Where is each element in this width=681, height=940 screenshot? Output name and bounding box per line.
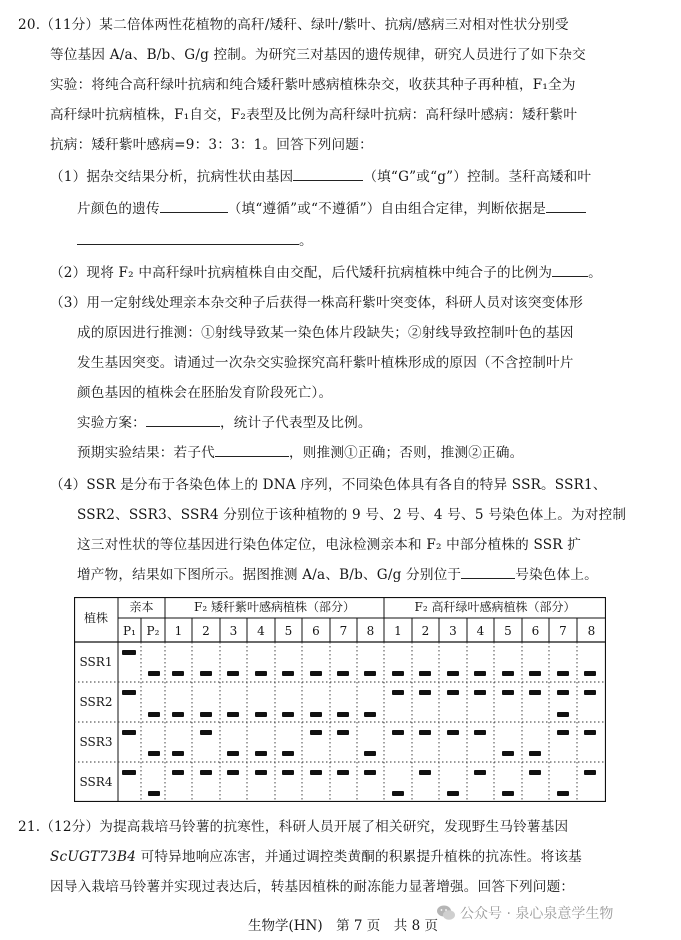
q20-part3-line-1: （3）用一定射线处理亲本杂交种子后获得一株高秆紫叶突变体，科研人员对该突变体形 — [50, 295, 584, 311]
lane-number: 5 — [504, 624, 512, 638]
lane-number: 6 — [531, 624, 540, 638]
gel-band — [227, 671, 239, 676]
gel-band — [447, 730, 459, 735]
gel-band — [474, 770, 486, 775]
gel-band — [255, 712, 267, 717]
gel-band — [148, 671, 160, 676]
gel-band — [584, 671, 596, 676]
q20-part2-text-a: （2）现将 F₂ 中高秆绿叶抗病植株自由交配，后代矮秆抗病植株中纯合子的比例为 — [50, 265, 553, 281]
gel-band — [310, 671, 322, 676]
q20-part1-text-a: （1）据杂交结果分析，抗病性状由基因 — [50, 169, 294, 185]
gel-band — [502, 671, 514, 676]
lane-number: 4 — [476, 624, 485, 638]
q20-part4-line-1: （4）SSR 是分布于各染色体上的 DNA 序列，不同染色体具有各自的特异 SSR。SSR1、 — [50, 477, 607, 493]
gel-band — [557, 690, 569, 695]
answer-blank[interactable] — [546, 200, 586, 213]
gel-band — [172, 671, 184, 676]
gel-band — [122, 690, 136, 695]
gel-band — [502, 690, 514, 695]
parent-p2-label: P₂ — [146, 624, 160, 638]
lane-number: 7 — [559, 624, 567, 638]
answer-blank[interactable] — [552, 264, 588, 277]
lane-number: 2 — [202, 624, 210, 638]
gel-band — [364, 751, 376, 756]
gel-band — [337, 770, 349, 775]
gel-band — [474, 690, 486, 695]
gel-band — [122, 650, 136, 655]
lane-number: 1 — [174, 624, 183, 638]
gel-band — [148, 712, 160, 717]
gene-name: ScUGT73B4 — [50, 849, 137, 865]
gel-band — [529, 690, 541, 695]
gel-band — [227, 751, 239, 756]
gel-band — [200, 770, 212, 775]
gel-band — [557, 712, 569, 717]
ssr-electrophoresis-table — [74, 597, 606, 802]
q20-part4-line-3: 这三对性状的等位基因进行染色体定位，电泳检测亲本和 F₂ 中部分植株的 SSR 扩 — [77, 537, 581, 553]
q20-part4-text-d: 增产物，结果如下图所示。据图推测 A/a、B/b、G/g 分别位于 — [77, 567, 462, 583]
q20-line-1: 20.（11分）某二倍体两性花植物的高秆/矮秆、绿叶/紫叶、抗病/感病三对相对性状分别受 — [18, 17, 569, 33]
q20-part1-text-e: 。 — [299, 233, 313, 249]
gel-band — [337, 671, 349, 676]
gel-band — [529, 770, 541, 775]
lane-number: 1 — [394, 624, 402, 638]
lane-number: 6 — [312, 624, 320, 638]
q21-line-2 — [50, 848, 582, 866]
answer-blank[interactable] — [160, 200, 228, 213]
gel-band — [584, 730, 596, 735]
gel-band — [255, 751, 267, 756]
gel-band — [172, 770, 184, 775]
gel-band — [200, 671, 212, 676]
gel-band — [392, 730, 404, 735]
answer-blank[interactable] — [461, 566, 515, 579]
lane-number: 8 — [587, 624, 596, 638]
gel-band — [447, 690, 459, 695]
gel-band — [364, 671, 376, 676]
gel-band — [172, 751, 184, 756]
lane-number: 3 — [229, 624, 238, 638]
lane-number: 7 — [339, 624, 348, 638]
gel-band — [337, 712, 349, 717]
gel-band — [227, 770, 239, 775]
q20-part4-line-2: SSR2、SSR3、SSR4 分别位于该种植物的 9 号、2 号、4 号、5 号染色体上。为对控制 — [77, 507, 627, 523]
gel-band — [419, 770, 431, 775]
q20-part3-line-5 — [77, 414, 372, 432]
row-label-ssr2: SSR2 — [79, 695, 113, 709]
q20-part3-text-e1: 实验方案： — [77, 415, 146, 431]
gel-band — [337, 730, 349, 735]
gel-band — [282, 751, 294, 756]
lane-number: 5 — [284, 624, 293, 638]
q20-part4-text-e: 号染色体上。 — [515, 567, 598, 583]
gel-band — [364, 770, 376, 775]
f2-tall-green-header: F₂ 高秆绿叶感病植株（部分） — [414, 600, 576, 614]
gel-band — [584, 690, 596, 695]
gel-band — [529, 671, 541, 676]
answer-blank[interactable] — [215, 444, 289, 457]
table-corner-label: 植株 — [83, 611, 108, 625]
gel-band — [447, 671, 459, 676]
q20-part1-line-3 — [77, 232, 313, 250]
gel-band — [557, 791, 569, 796]
q21-line-1: 21.（12分）为提高栽培马铃薯的抗寒性，科研人员开展了相关研究，发现野生马铃薯基因 — [18, 819, 569, 835]
q20-part4-line-4 — [77, 566, 598, 584]
q20-part1-text-d: （填“遵循”或“不遵循”）自由组合定律，判断依据是 — [227, 201, 547, 217]
gel-band — [255, 671, 267, 676]
gel-band — [310, 730, 322, 735]
q20-part3-line-3: 发生基因突变。请通过一次杂交实验探究高秆紫叶植株形成的原因（不含控制叶片 — [77, 355, 574, 371]
gel-band — [419, 730, 431, 735]
gel-band — [557, 730, 569, 735]
row-label-ssr4: SSR4 — [79, 775, 113, 789]
gel-band — [502, 791, 514, 796]
q20-part1-text-b: （填“G”或“g”）控制。茎秆高矮和叶 — [363, 169, 592, 185]
gel-band — [148, 751, 160, 756]
gel-band — [227, 712, 239, 717]
gel-band — [392, 671, 404, 676]
gel-band — [282, 671, 294, 676]
answer-blank[interactable] — [146, 414, 220, 427]
gel-band — [310, 712, 322, 717]
gel-band — [419, 690, 431, 695]
q20-part3-line-4: 颜色基因的植株会在胚胎发育阶段死亡）。 — [77, 385, 333, 401]
gel-band — [474, 671, 486, 676]
lane-number: 2 — [421, 624, 430, 638]
gel-band — [122, 730, 136, 735]
q20-part3-text-f1: 预期实验结果：若子代 — [77, 445, 215, 461]
gel-band — [282, 712, 294, 717]
f2-dwarf-purple-header: F₂ 矮秆紫叶感病植株（部分） — [194, 600, 355, 614]
lane-number: 3 — [449, 624, 457, 638]
gel-band — [255, 770, 267, 775]
row-label-ssr1: SSR1 — [79, 655, 113, 669]
gel-band — [419, 671, 431, 676]
gel-band — [364, 712, 376, 717]
watermark-text: 公众号 · 泉心泉意学生物 — [460, 906, 614, 922]
q20-part3-text-e2: ，统计子代表型及比例。 — [219, 415, 372, 431]
gel-band — [557, 671, 569, 676]
gel-band — [310, 770, 322, 775]
page-footer: 生物学(HN) 第 7 页 共 8 页 — [248, 918, 438, 934]
gel-band — [529, 751, 541, 756]
q20-part2-line — [50, 264, 602, 282]
q20-line-3: 实验：将纯合高秆绿叶抗病和纯合矮秆紫叶感病植株杂交，收获其种子再种植，F₁全为 — [50, 77, 576, 93]
gel-band — [172, 712, 184, 717]
q21-line-3: 因导入栽培马铃薯并实现过表达后，转基因植株的耐冻能力显著增强。回答下列问题： — [50, 879, 575, 895]
gel-band — [392, 791, 404, 796]
lane-number: 4 — [257, 624, 265, 638]
wechat-icon — [436, 904, 456, 922]
gel-band — [392, 690, 404, 695]
row-label-ssr3: SSR3 — [79, 735, 113, 749]
gel-band — [474, 730, 486, 735]
parents-header: 亲本 — [129, 600, 154, 614]
gel-band — [148, 791, 160, 796]
gel-band — [200, 712, 212, 717]
q20-part3-line-6 — [77, 444, 523, 462]
q20-part1-line-2 — [77, 200, 586, 218]
q20-part3-text-f2: ，则推测①正确；否则，推测②正确。 — [288, 445, 524, 461]
q20-part1-text-c: 片颜色的遗传 — [77, 201, 160, 217]
q20-part1-line-1 — [50, 168, 591, 186]
q20-line-2: 等位基因 A/a、B/b、G/g 控制。为研究三对基因的遗传规律，研究人员进行了如下杂交 — [50, 47, 586, 63]
q21-line-2-text: 可特异地响应冻害，并通过调控类黄酮的积累提升植株的抗冻性。将该基 — [136, 849, 582, 865]
q20-line-5: 抗病：矮秆紫叶感病=9：3：3：1。回答下列问题： — [50, 137, 373, 153]
gel-band — [200, 730, 212, 735]
q20-line-4: 高秆绿叶抗病植株，F₁自交，F₂表型及比例为高秆绿叶抗病：高秆绿叶感病：矮秆紫叶 — [50, 107, 578, 123]
gel-band — [282, 770, 294, 775]
answer-blank[interactable] — [293, 168, 363, 181]
gel-band — [584, 770, 596, 775]
lane-number: 8 — [366, 624, 375, 638]
parent-p1-label: P₁ — [123, 624, 136, 638]
answer-blank[interactable] — [77, 232, 299, 245]
gel-band — [502, 751, 514, 756]
gel-band — [122, 770, 136, 775]
q20-part2-text-b: 。 — [588, 265, 602, 281]
gel-band — [447, 791, 459, 796]
q20-part3-line-2: 成的原因进行推测：①射线导致某一染色体片段缺失；②射线导致控制叶色的基因 — [77, 325, 574, 341]
